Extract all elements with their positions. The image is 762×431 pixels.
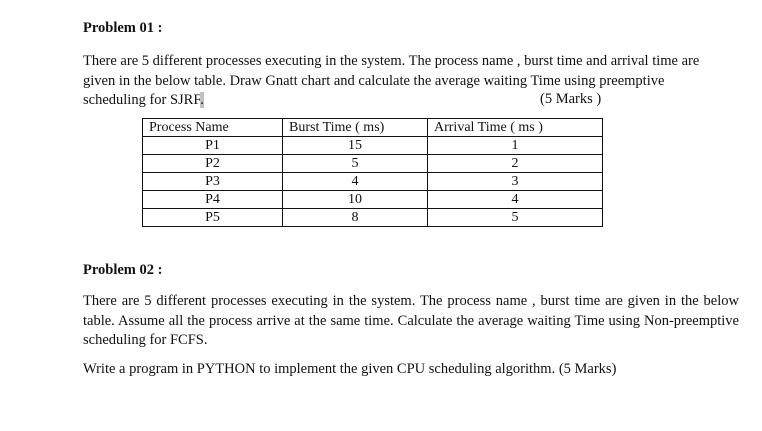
cell-process: P2 <box>143 155 283 173</box>
table-row <box>143 209 603 227</box>
problem-01-line-1: There are 5 different processes executing in the system. The process name , burst time and arrival time are <box>83 53 700 69</box>
table-row <box>143 137 603 155</box>
problem-02-description: There are 5 different processes executing in the system. The process name , burst time are given in the below table. Assume all the process arrive at the same time. Calculate the average waiting Time using Non-preemptive scheduling for FCFS. <box>83 293 739 348</box>
cell-process: P5 <box>143 209 283 227</box>
problem-01-line-3 <box>83 91 743 111</box>
problem-01-line-3-text: scheduling for SJRF <box>83 92 201 108</box>
problem-02-task: Write a program in PYTHON to implement the given CPU scheduling algorithm. (5 Marks) <box>83 361 617 377</box>
cell-arrival: 3 <box>428 173 603 191</box>
header-arrival-time: Arrival Time ( ms ) <box>428 119 603 137</box>
problem-02-title: Problem 02 : <box>83 262 163 278</box>
table-row <box>143 155 603 173</box>
cell-burst: 15 <box>283 137 428 155</box>
cell-arrival: 4 <box>428 191 603 209</box>
problem-01-marks: (5 Marks ) <box>540 91 602 107</box>
cell-arrival: 1 <box>428 137 603 155</box>
cell-burst: 4 <box>283 173 428 191</box>
header-burst-time: Burst Time ( ms) <box>283 119 428 137</box>
cell-process: P1 <box>143 137 283 155</box>
problem-01-title: Problem 01 : <box>83 20 163 36</box>
table-row <box>143 173 603 191</box>
cell-process: P4 <box>143 191 283 209</box>
table-row <box>143 191 603 209</box>
process-table <box>142 118 603 227</box>
cell-burst: 10 <box>283 191 428 209</box>
cell-arrival: 5 <box>428 209 603 227</box>
header-process-name: Process Name <box>143 119 283 137</box>
cell-burst: 8 <box>283 209 428 227</box>
cell-arrival: 2 <box>428 155 603 173</box>
cell-process: P3 <box>143 173 283 191</box>
cell-burst: 5 <box>283 155 428 173</box>
problem-01-description <box>83 52 743 111</box>
text-selection-cursor[interactable]: . <box>200 92 204 108</box>
problem-01-line-2: given in the below table. Draw Gnatt chart and calculate the average waiting Time using preemptive <box>83 72 665 89</box>
table-header-row <box>143 119 603 137</box>
